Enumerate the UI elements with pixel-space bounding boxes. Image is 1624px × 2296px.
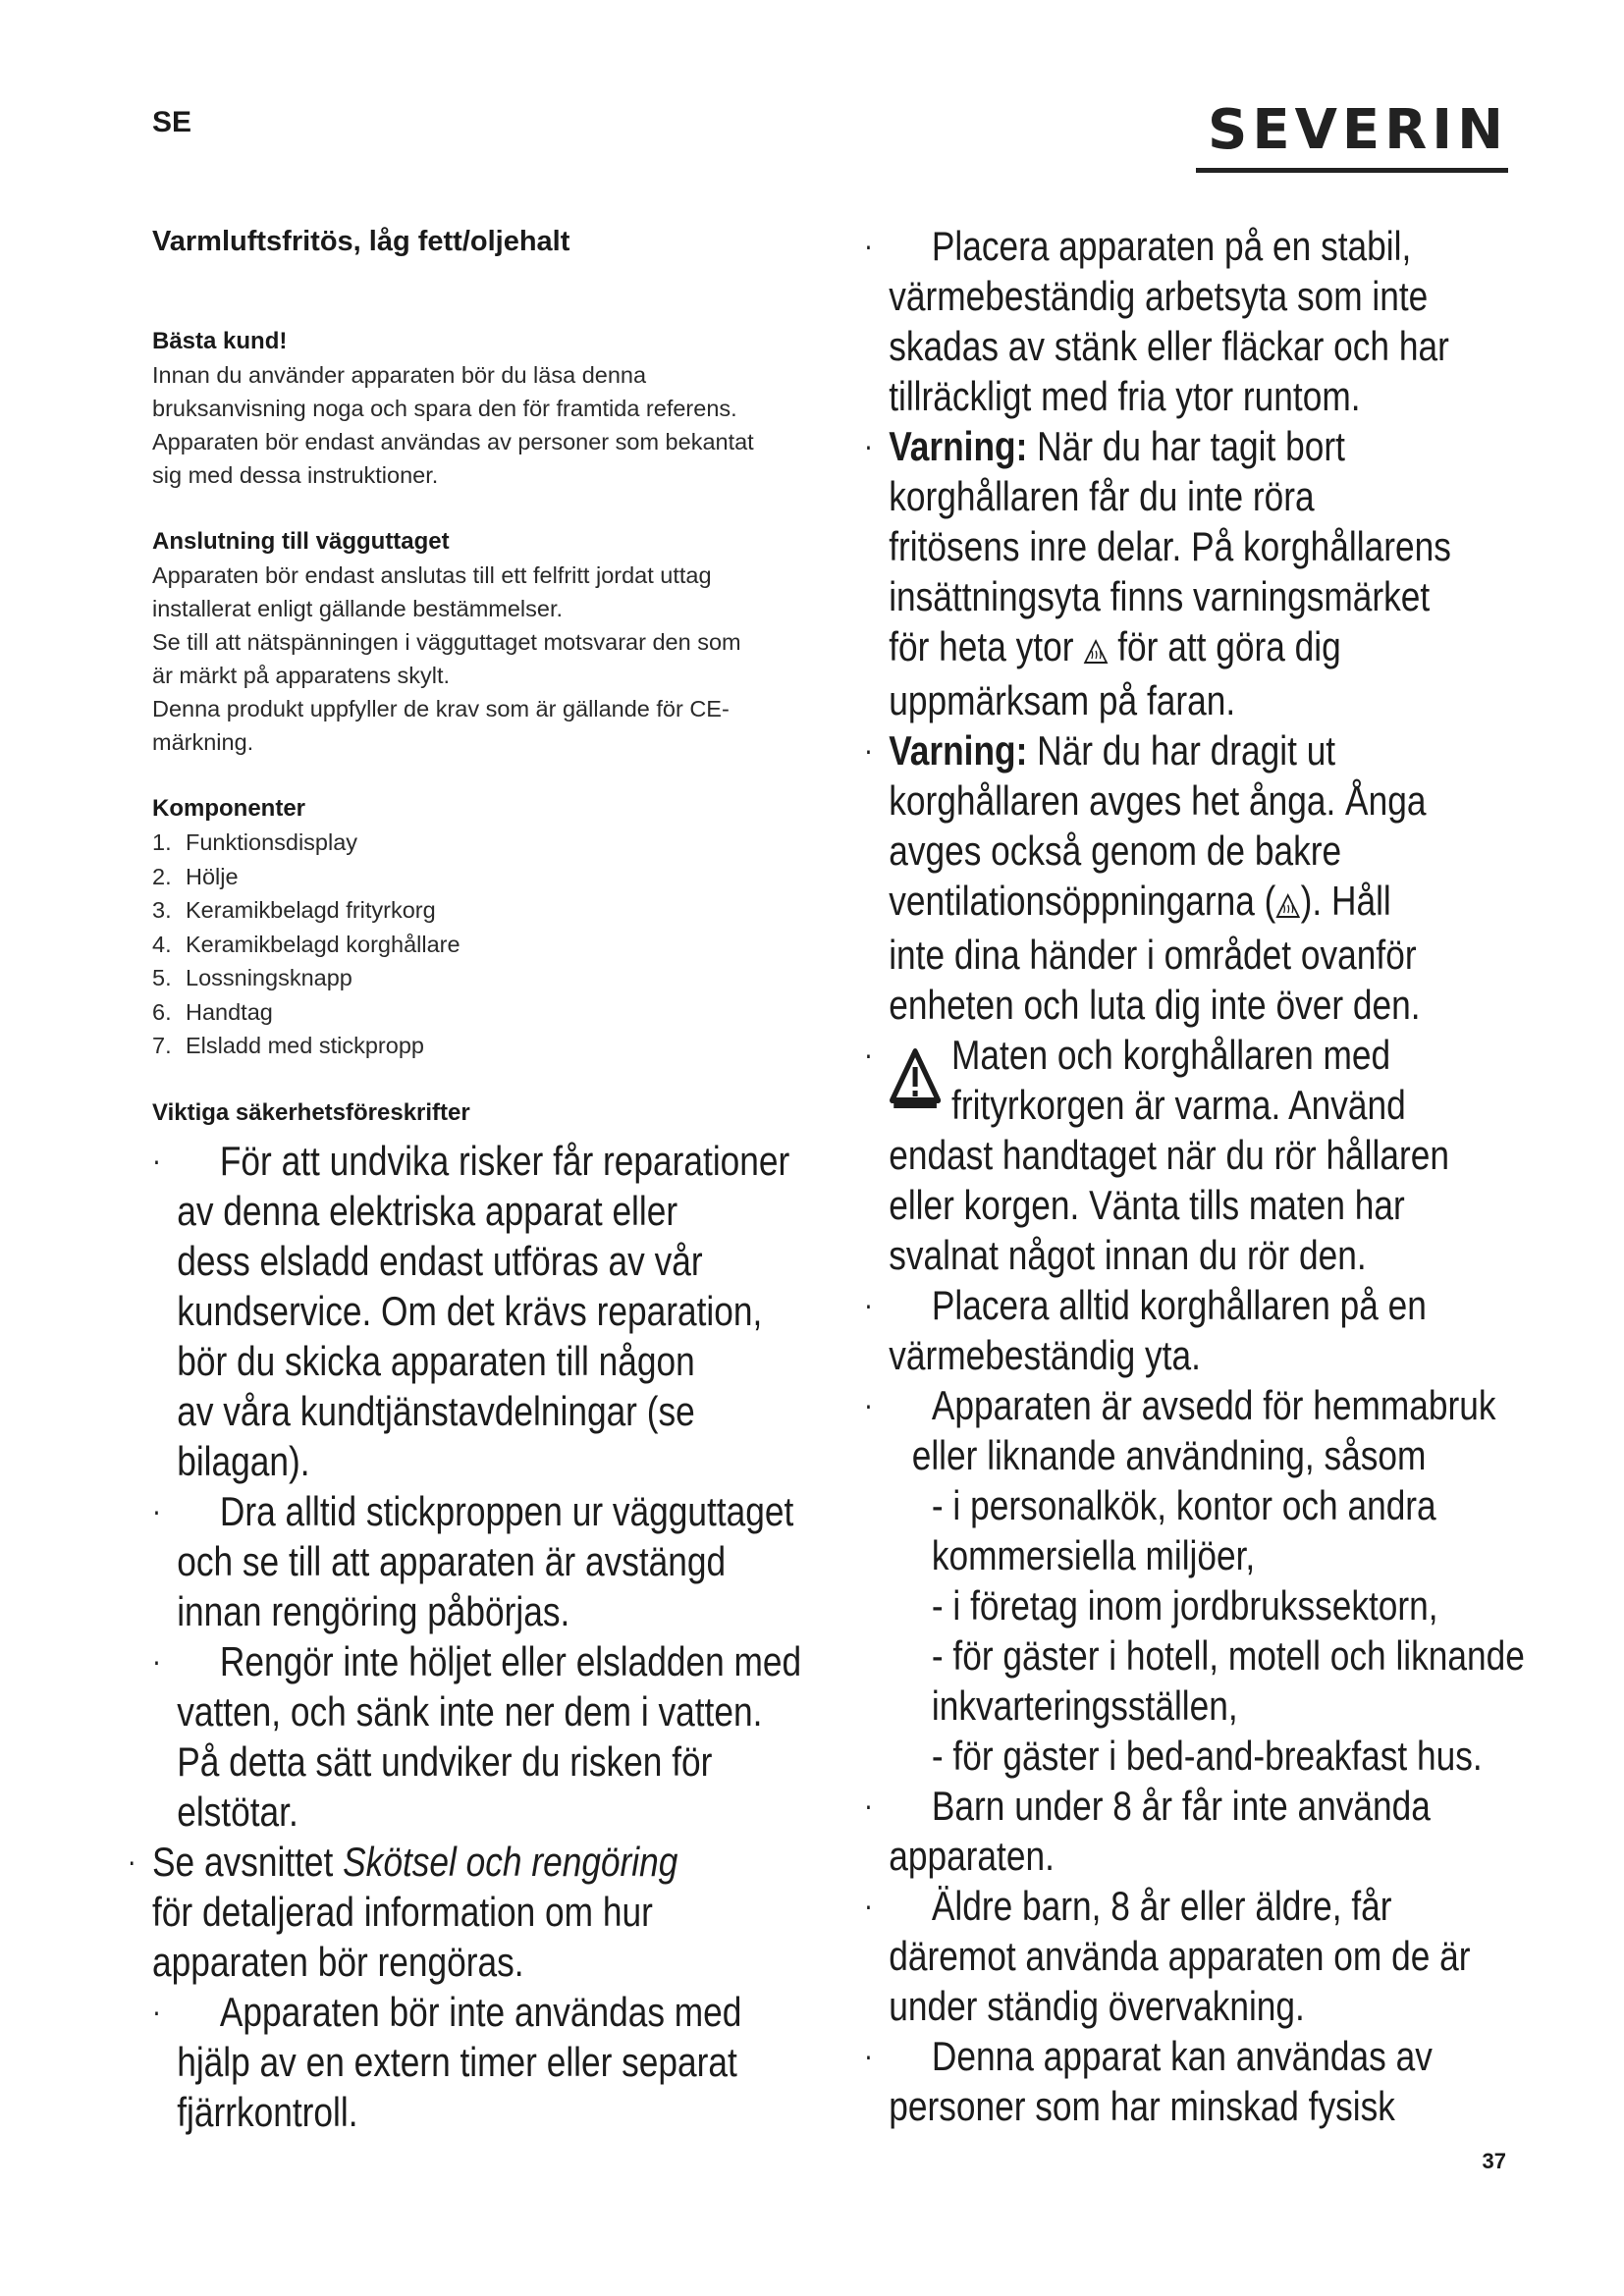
safety-bullets bbox=[127, 1136, 859, 2137]
warning-label: Varning: bbox=[889, 727, 1028, 774]
right-column bbox=[864, 221, 1624, 2131]
safety-heading: Viktiga säkerhetsföreskrifter bbox=[152, 1098, 470, 1126]
hot-parts-bullet: · Maten och korghållaren med frityrkorgen är varma. Använd endast handtaget när du rör hållaren eller korgen. Vänta tills maten har svalnat något innan du rör den. bbox=[864, 1032, 1449, 1278]
list-item: 5. Lossningsknapp bbox=[152, 965, 352, 990]
connection-line: märkning. bbox=[152, 729, 254, 755]
bullet-dot: · bbox=[864, 1387, 873, 1422]
page-number: 37 bbox=[1482, 2149, 1506, 2173]
safety-bullet: · Placera apparaten på en stabil, värmebeständig arbetsyta som inte skadas av stänk eller fläckar och har tillräckligt med fria ytor runtom. bbox=[864, 223, 1449, 419]
bullet-dot: · bbox=[152, 1142, 161, 1178]
brand-wordmark: SEVERIN bbox=[1207, 98, 1508, 162]
safety-bullet: · Rengör inte höljet eller elsladden med vatten, och sänk inte ner dem i vatten. På detta sätt undviker du risken för elstötar. bbox=[152, 1637, 802, 1835]
connection-section bbox=[152, 525, 859, 759]
greeting-section bbox=[152, 325, 859, 492]
bullet-dot: · bbox=[864, 1888, 873, 1923]
bullet-dot: · bbox=[864, 1287, 873, 1322]
greeting-line: sig med dessa instruktioner. bbox=[152, 462, 439, 488]
warning-triangle-icon bbox=[889, 1030, 951, 1130]
bullet-dot: · bbox=[864, 2038, 873, 2073]
warning-bullet: · Varning: När du har tagit bort korghållaren får du inte röra fritösens inre delar. På korghållarens insättningsyta finns varningsmärket för heta ytor för att göra dig uppmärksam på faran. bbox=[864, 423, 1451, 723]
components-list bbox=[152, 826, 859, 1063]
bullet-dot: · bbox=[864, 1788, 873, 1823]
safety-bullet: · Apparaten bör inte användas med hjälp av en extern timer eller separat fjärrkontroll. bbox=[152, 1988, 742, 2135]
safety-bullet: · Denna apparat kan användas av personer som har minskad fysisk bbox=[864, 2033, 1433, 2129]
left-column bbox=[127, 226, 859, 2137]
safety-bullet: · Barn under 8 år får inte använda apparaten. bbox=[864, 1783, 1431, 1879]
bullet-dot: · bbox=[152, 1492, 161, 1528]
connection-line: Apparaten bör endast anslutas till ett felfritt jordat uttag bbox=[152, 562, 712, 588]
bullet-dot: · bbox=[864, 428, 873, 463]
bullet-dot: · bbox=[864, 732, 873, 768]
warning-bullet: · Varning: När du har dragit ut korghållaren avges het ånga. Ånga avges också genom de bakre ventilationsöppningarna ( ). Håll inte dina händer i området ovanför enheten och luta dig inte över den. bbox=[864, 727, 1427, 1028]
greeting-line: Apparaten bör endast användas av personer som bekantat bbox=[152, 429, 754, 454]
greeting-heading: Bästa kund! bbox=[152, 328, 288, 354]
connection-line: Se till att nätspänningen i vägguttaget motsvarar den som bbox=[152, 629, 741, 655]
safety-bullet: · Placera alltid korghållaren på en värmebeständig yta. bbox=[864, 1282, 1427, 1378]
list-item: 4. Keramikbelagd korghållare bbox=[152, 931, 460, 957]
hot-surface-icon bbox=[1275, 880, 1300, 930]
list-item: 3. Keramikbelagd frityrkorg bbox=[152, 897, 436, 923]
connection-heading: Anslutning till vägguttaget bbox=[152, 528, 450, 555]
components-section bbox=[152, 792, 859, 1063]
connection-line: installerat enligt gällande bestämmelser. bbox=[152, 596, 564, 621]
brand-underline bbox=[1196, 168, 1508, 173]
bullet-dot: · bbox=[864, 1037, 873, 1072]
safety-bullet: · För att undvika risker får reparationer av denna elektriska apparat eller dess elsladd endast utföras av vår kundservice. Om det krävs reparation, bör du skicka apparaten till någon av våra kundtjänstavdelningar (se bilagan). bbox=[152, 1137, 790, 1484]
bullet-dot: · bbox=[152, 1993, 161, 2029]
safety-bullet: · Apparaten är avsedd för hemmabruk eller liknande användning, såsom - i personalkök, kontor och andra kommersiella miljöer, - i företag inom jordbrukssektorn, - för gäster i hotell, motell och liknande inkvarteringsställen, - för gäster i bed-and-breakfast hus. bbox=[864, 1380, 1624, 1781]
bullet-dot: · bbox=[127, 1842, 136, 1879]
safety-bullet: · Se avsnittet Skötsel och rengöring för detaljerad information om hur apparaten bör rengöras. bbox=[127, 1838, 678, 1985]
sub-item: inkvarteringsställen, bbox=[931, 1682, 1238, 1729]
bullet-dot: · bbox=[864, 228, 873, 263]
sub-item: - för gäster i hotell, motell och liknande bbox=[931, 1632, 1525, 1679]
greeting-line: bruksanvisning noga och spara den för framtida referens. bbox=[152, 396, 737, 421]
sub-item: - för gäster i bed-and-breakfast hus. bbox=[931, 1733, 1483, 1779]
safety-bullet: · Dra alltid stickproppen ur vägguttaget och se till att apparaten är avstängd innan rengöring påbörjas. bbox=[152, 1487, 794, 1634]
connection-line: Denna produkt uppfyller de krav som är gällande för CE- bbox=[152, 696, 730, 721]
list-item: 6. Handtag bbox=[152, 998, 273, 1025]
hot-surface-icon bbox=[1083, 625, 1108, 675]
greeting-line: Innan du använder apparaten bör du läsa denna bbox=[152, 362, 647, 388]
sub-item: - i företag inom jordbrukssektorn, bbox=[931, 1582, 1438, 1629]
list-item: 7. Elsladd med stickpropp bbox=[152, 1033, 424, 1058]
list-item: 1. Funktionsdisplay bbox=[152, 829, 358, 855]
document-title: Varmluftsfritös, låg fett/oljehalt bbox=[152, 226, 570, 257]
sub-item: kommersiella miljöer, bbox=[931, 1532, 1256, 1578]
sub-item: - i personalkök, kontor och andra bbox=[931, 1482, 1436, 1528]
bullet-dot: · bbox=[152, 1642, 161, 1679]
list-item: 2. Hölje bbox=[152, 863, 239, 889]
connection-line: är märkt på apparatens skylt. bbox=[152, 663, 451, 688]
brand-logo bbox=[1196, 98, 1508, 173]
components-heading: Komponenter bbox=[152, 795, 305, 822]
language-code: SE bbox=[152, 106, 192, 138]
safety-bullet: · Äldre barn, 8 år eller äldre, får däremot använda apparaten om de är under ständig övervakning. bbox=[864, 1883, 1471, 2029]
warning-label: Varning: bbox=[889, 423, 1028, 469]
section-reference: Skötsel och rengöring bbox=[343, 1838, 678, 1885]
